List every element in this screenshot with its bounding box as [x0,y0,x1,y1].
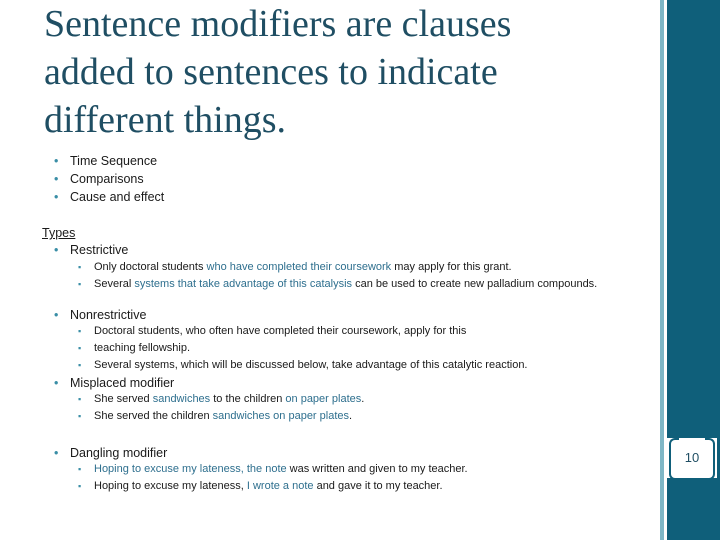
example-sentence [76,359,624,372]
example-text: Hoping to excuse my lateness, [94,480,247,492]
category-label: Restrictive [70,243,129,257]
example-text: Doctoral students, who often have completed their coursework, apply for this [94,325,467,337]
topic-label: Cause and effect [70,190,165,204]
example-sentence [76,393,624,406]
bullet-icon: • [54,154,59,168]
topic-label: Comparisons [70,172,144,186]
title-line: added to sentences to indicate [44,51,498,93]
example-text: to the children [210,393,286,405]
highlighted-clause: who have completed their coursework [206,261,392,273]
example-text: Several systems, which will be discussed below, take advantage of this catalytic reaction. [94,359,528,371]
topic-item [52,170,164,188]
category-label: Dangling modifier [70,446,168,460]
example-text: She served the children [94,410,213,422]
example-text: . [361,393,365,405]
example-text: and gave it to my teacher. [313,480,443,492]
example-sentence [76,480,624,493]
topic-item [52,152,164,170]
types-heading: Types [42,226,76,240]
bullet-icon: • [54,243,59,257]
example-sentence [76,261,624,274]
category-dangling-modifier [52,445,167,461]
example-text: She served [94,393,153,405]
sub-bullet-icon: ▪ [78,464,82,474]
title-line: different things. [44,99,287,141]
bullet-icon: • [54,190,59,204]
bullet-icon: • [54,376,59,390]
slide-title [44,0,654,144]
example-text: teaching fellowship. [94,342,191,354]
category-misplaced-modifier [52,375,174,391]
highlighted-clause: sandwiches on paper plates [212,410,350,422]
sub-bullet-icon: ▪ [78,262,82,272]
highlighted-clause: Hoping to excuse my lateness, the note [94,463,287,475]
bullet-icon: • [54,308,59,322]
example-text: . [349,410,353,422]
sub-bullet-icon: ▪ [78,394,82,404]
example-text: can be used to create new palladium compounds. [352,278,598,290]
sub-bullet-icon: ▪ [78,481,82,491]
sidebar-accent-line [660,0,664,540]
category-label: Nonrestrictive [70,308,147,322]
category-nonrestrictive [52,307,146,323]
topic-item [52,188,164,206]
sub-bullet-icon: ▪ [78,360,82,370]
topic-list [52,152,164,206]
page-number-box [667,438,717,478]
bullet-icon: • [54,446,59,460]
example-sentence [76,463,624,476]
example-sentence [76,410,624,423]
example-text: Only doctoral students [94,261,207,273]
page-number: 10 [684,450,700,465]
sub-bullet-icon: ▪ [78,411,82,421]
example-text: Several [94,278,135,290]
highlighted-clause: sandwiches [152,393,211,405]
sub-bullet-icon: ▪ [78,326,82,336]
example-text: may apply for this grant. [391,261,512,273]
example-sentence [76,325,624,338]
highlighted-clause: I wrote a note [246,480,314,492]
highlighted-clause: systems that take advantage of this catalysis [134,278,353,290]
sub-bullet-icon: ▪ [78,279,82,289]
topic-label: Time Sequence [70,154,158,168]
bullet-icon: • [54,172,59,186]
sub-bullet-icon: ▪ [78,343,82,353]
example-text: was written and given to my teacher. [286,463,468,475]
highlighted-clause: on paper plates [285,393,362,405]
category-restrictive [52,242,128,258]
category-label: Misplaced modifier [70,376,175,390]
example-sentence [76,278,624,291]
title-line: Sentence modifiers are clauses [44,3,512,45]
example-sentence [76,342,624,355]
